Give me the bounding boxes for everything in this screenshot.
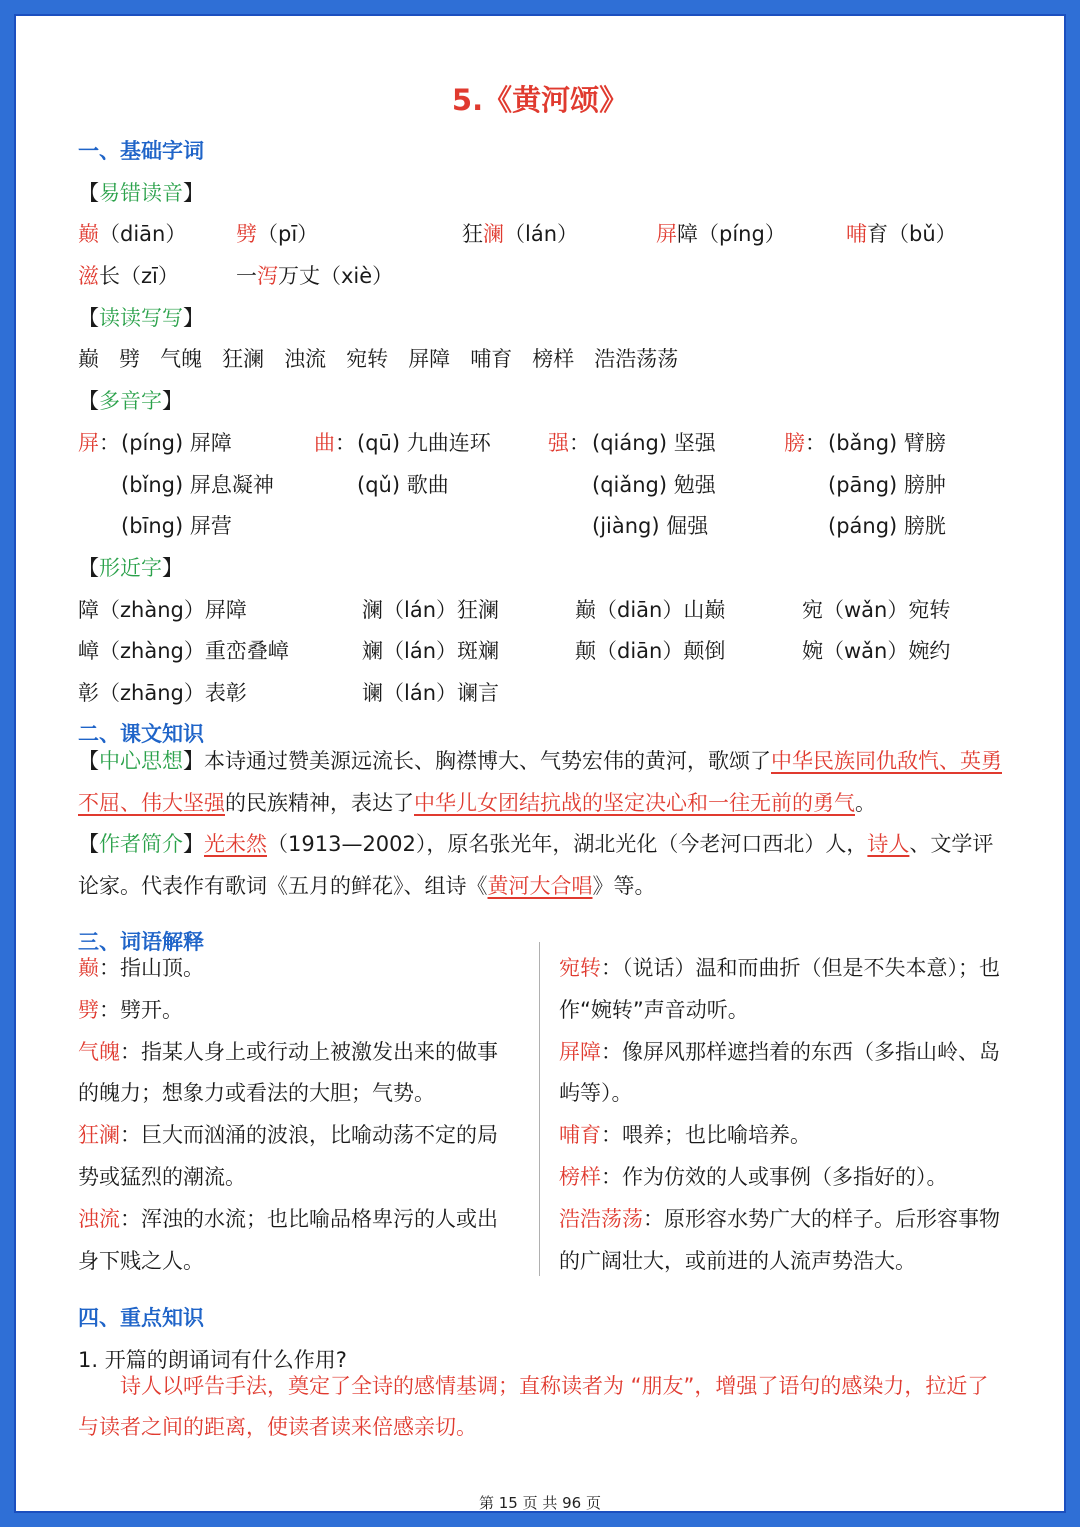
vocab-item: 气魄：指某人身上或行动上被激发出来的做事的魄力；想象力或看法的大胆；气势。 xyxy=(78,1039,498,1106)
similar-char: 嶂（zhàng）重峦叠嶂 xyxy=(78,639,289,663)
vocab-item: 巅：指山顶。 xyxy=(78,956,204,980)
pron-item: 劈（pī） xyxy=(236,222,319,246)
polyphone-char: 膀： xyxy=(784,431,826,455)
polyphone-row: (jiàng) 倔强 xyxy=(592,514,709,538)
column-divider xyxy=(539,942,540,1276)
vocab-item: 榜样：作为仿效的人或事例（多指好的）。 xyxy=(559,1164,948,1189)
answer-1: 诗人以呼告手法，奠定了全诗的感情基调；直称读者为 “朋友”，增强了语句的感染力，拉近了与读者之间的距离，使读者读来倍感亲切。 xyxy=(78,1374,989,1439)
section-heading-text: 二、课文知识 xyxy=(78,722,204,746)
polyphone-row: (qiáng) 坚强 xyxy=(592,431,716,455)
similar-char: 澜（lán）狂澜 xyxy=(362,598,500,622)
page-title: 5.《黄河颂》 xyxy=(451,83,629,117)
vocab-item: 劈：劈开。 xyxy=(78,997,183,1022)
polyphone-char: 屏： xyxy=(78,431,120,455)
similar-char: 颠（diān）颠倒 xyxy=(575,639,726,663)
section-heading-basic: 一、基础字词 xyxy=(78,139,204,163)
subheading-read-write: 【读读写写】 xyxy=(78,306,204,330)
polyphone-row: (bǐng) 屏息凝神 xyxy=(121,473,274,497)
polyphone-row: (pāng) 膀肿 xyxy=(828,473,946,497)
vocab-item: 狂澜：巨大而汹涌的波浪，比喻动荡不定的局势或猛烈的潮流。 xyxy=(78,1123,498,1189)
vocab-item: 屏障：像屏风那样遮挡着的东西（多指山岭、岛屿等）。 xyxy=(559,1039,1000,1106)
polyphone-row: (qiǎng) 勉强 xyxy=(592,473,716,497)
polyphone-row: (qū) 九曲连环 xyxy=(357,431,491,455)
vocab-item: 浊流：浑浊的水流；也比喻品格卑污的人或出身下贱之人。 xyxy=(78,1206,498,1273)
read-write-words: 巅 劈 气魄 狂澜 浊流 宛转 屏障 哺育 榜样 浩浩荡荡 xyxy=(78,347,679,371)
vocab-left-column xyxy=(78,948,518,1282)
polyphone-row: (píng) 屏障 xyxy=(121,431,232,455)
polyphone-row: (bīng) 屏营 xyxy=(121,514,232,538)
author-paragraph: 【作者简介】光未然（1913—2002），原名张光年，湖北光化（今老河口西北）人，诗人、文学评论家。代表作有歌词《五月的鲜花》、组诗《黄河大合唱》等。 xyxy=(78,832,994,898)
vocab-item: 哺育：喂养；也比喻培养。 xyxy=(559,1123,811,1148)
central-idea-paragraph: 【中心思想】本诗通过赞美源远流长、胸襟博大、气势宏伟的黄河，歌颂了中华民族同仇敌忾、英勇不屈、伟大坚强的民族精神，表达了中华儿女团结抗战的坚定决心和一往无前的勇气。 xyxy=(78,749,1002,815)
vocab-right-column xyxy=(559,948,1007,1282)
similar-char: 婉（wǎn）婉约 xyxy=(802,639,951,663)
question-1: 1. 开篇的朗诵词有什么作用? xyxy=(78,1348,347,1372)
polyphone-char: 曲： xyxy=(314,431,356,455)
document-page xyxy=(14,14,1066,1513)
subheading-polyphone: 【多音字】 xyxy=(78,389,183,413)
pron-item: 屏障（píng） xyxy=(656,222,786,246)
page-number: 第 15 页 共 96 页 xyxy=(478,1494,601,1512)
vocab-item: 浩浩荡荡：原形容水势广大的样子。后形容事物的广阔壮大，或前进的人流声势浩大。 xyxy=(559,1206,1000,1273)
vocab-item: 宛转：（说话）温和而曲折（但是不失本意）；也作“婉转”声音动听。 xyxy=(559,956,1000,1022)
polyphone-row: (páng) 膀胱 xyxy=(828,514,946,538)
section-heading-key: 四、重点知识 xyxy=(78,1306,204,1330)
pron-item: 哺育（bǔ） xyxy=(846,222,957,246)
pron-item: 巅（diān） xyxy=(78,222,187,246)
similar-char: 斓（lán）斑斓 xyxy=(362,639,500,663)
similar-char: 巅（diān）山巅 xyxy=(575,598,726,622)
subheading-pronunciation: 【易错读音】 xyxy=(78,181,204,205)
pron-item: 滋长（zī） xyxy=(78,264,179,288)
polyphone-row: (qǔ) 歌曲 xyxy=(357,473,449,497)
similar-char: 谰（lán）谰言 xyxy=(362,681,500,705)
polyphone-char: 强： xyxy=(548,431,590,455)
pron-item: 一泻万丈（xiè） xyxy=(236,264,394,288)
polyphone-row: (bǎng) 臂膀 xyxy=(828,431,946,455)
similar-char: 障（zhàng）屏障 xyxy=(78,598,247,622)
similar-char: 彰（zhāng）表彰 xyxy=(78,681,247,705)
similar-char: 宛（wǎn）宛转 xyxy=(802,598,951,622)
subheading-similar: 【形近字】 xyxy=(78,556,183,580)
section-heading-vocab: 三、词语解释 xyxy=(78,930,204,954)
pron-item: 狂澜（lán） xyxy=(462,222,579,246)
